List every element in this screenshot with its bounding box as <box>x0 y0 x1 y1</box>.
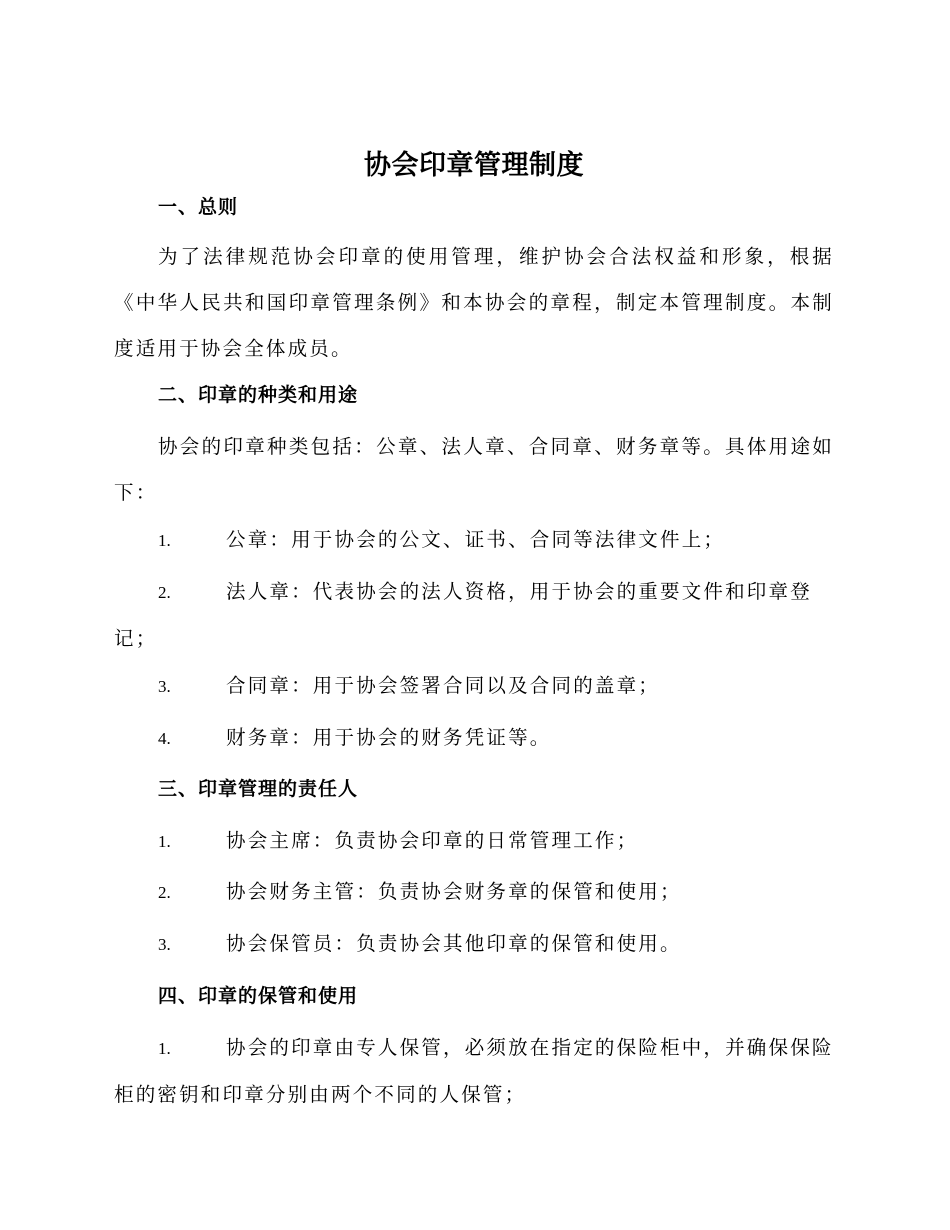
list-item <box>114 517 834 564</box>
list-item-text: 协会财务主管：负责协会财务章的保管和使用； <box>226 880 682 903</box>
list-item-number: 3. <box>158 935 171 954</box>
list-item-text: 合同章：用于协会签署合同以及合同的盖章； <box>226 674 661 697</box>
section-heading-responsible: 三、印章管理的责任人 <box>158 778 359 800</box>
section-heading-general: 一、总则 <box>158 196 239 218</box>
paragraph-general: 为了法律规范协会印章的使用管理，维护协会合法权益和形象，根据《中华人民共和国印章管理条例》和本协会的章程，制定本管理制度。本制度适用于协会全体成员。 <box>114 245 834 360</box>
list-item <box>114 715 834 762</box>
list-item <box>114 663 834 710</box>
list-item-text: 公章：用于协会的公文、证书、合同等法律文件上； <box>226 528 726 551</box>
paragraph-seal-types: 协会的印章种类包括：公章、法人章、合同章、财务章等。具体用途如下： <box>114 435 834 504</box>
list-item-text: 协会的印章由专人保管，必须放在指定的保险柜中，并确保保险柜的密钥和印章分别由两个不同的人保管； <box>114 1036 834 1106</box>
list-item <box>114 569 834 662</box>
section-heading-seal-types: 二、印章的种类和用途 <box>158 384 359 406</box>
list-item-number: 2. <box>158 583 171 602</box>
list-item-text: 法人章：代表协会的法人资格，用于协会的重要文件和印章登记； <box>114 580 812 650</box>
list-item-number: 2. <box>158 883 171 902</box>
list-item <box>114 869 834 916</box>
list-item-number: 4. <box>158 729 171 748</box>
list-item-text: 协会保管员：负责协会其他印章的保管和使用。 <box>226 932 682 955</box>
list-item-number: 1. <box>158 531 171 550</box>
list-item <box>114 1025 834 1118</box>
list-item <box>114 921 834 968</box>
list-item-text: 财务章：用于协会的财务凭证等。 <box>226 726 552 749</box>
list-item-number: 1. <box>158 1039 171 1058</box>
document-title: 协会印章管理制度 <box>364 150 584 181</box>
list-item <box>114 818 834 865</box>
section-heading-custody: 四、印章的保管和使用 <box>158 985 359 1007</box>
list-item-text: 协会主席：负责协会印章的日常管理工作； <box>226 829 639 852</box>
list-item-number: 3. <box>158 677 171 696</box>
list-item-number: 1. <box>158 832 171 851</box>
